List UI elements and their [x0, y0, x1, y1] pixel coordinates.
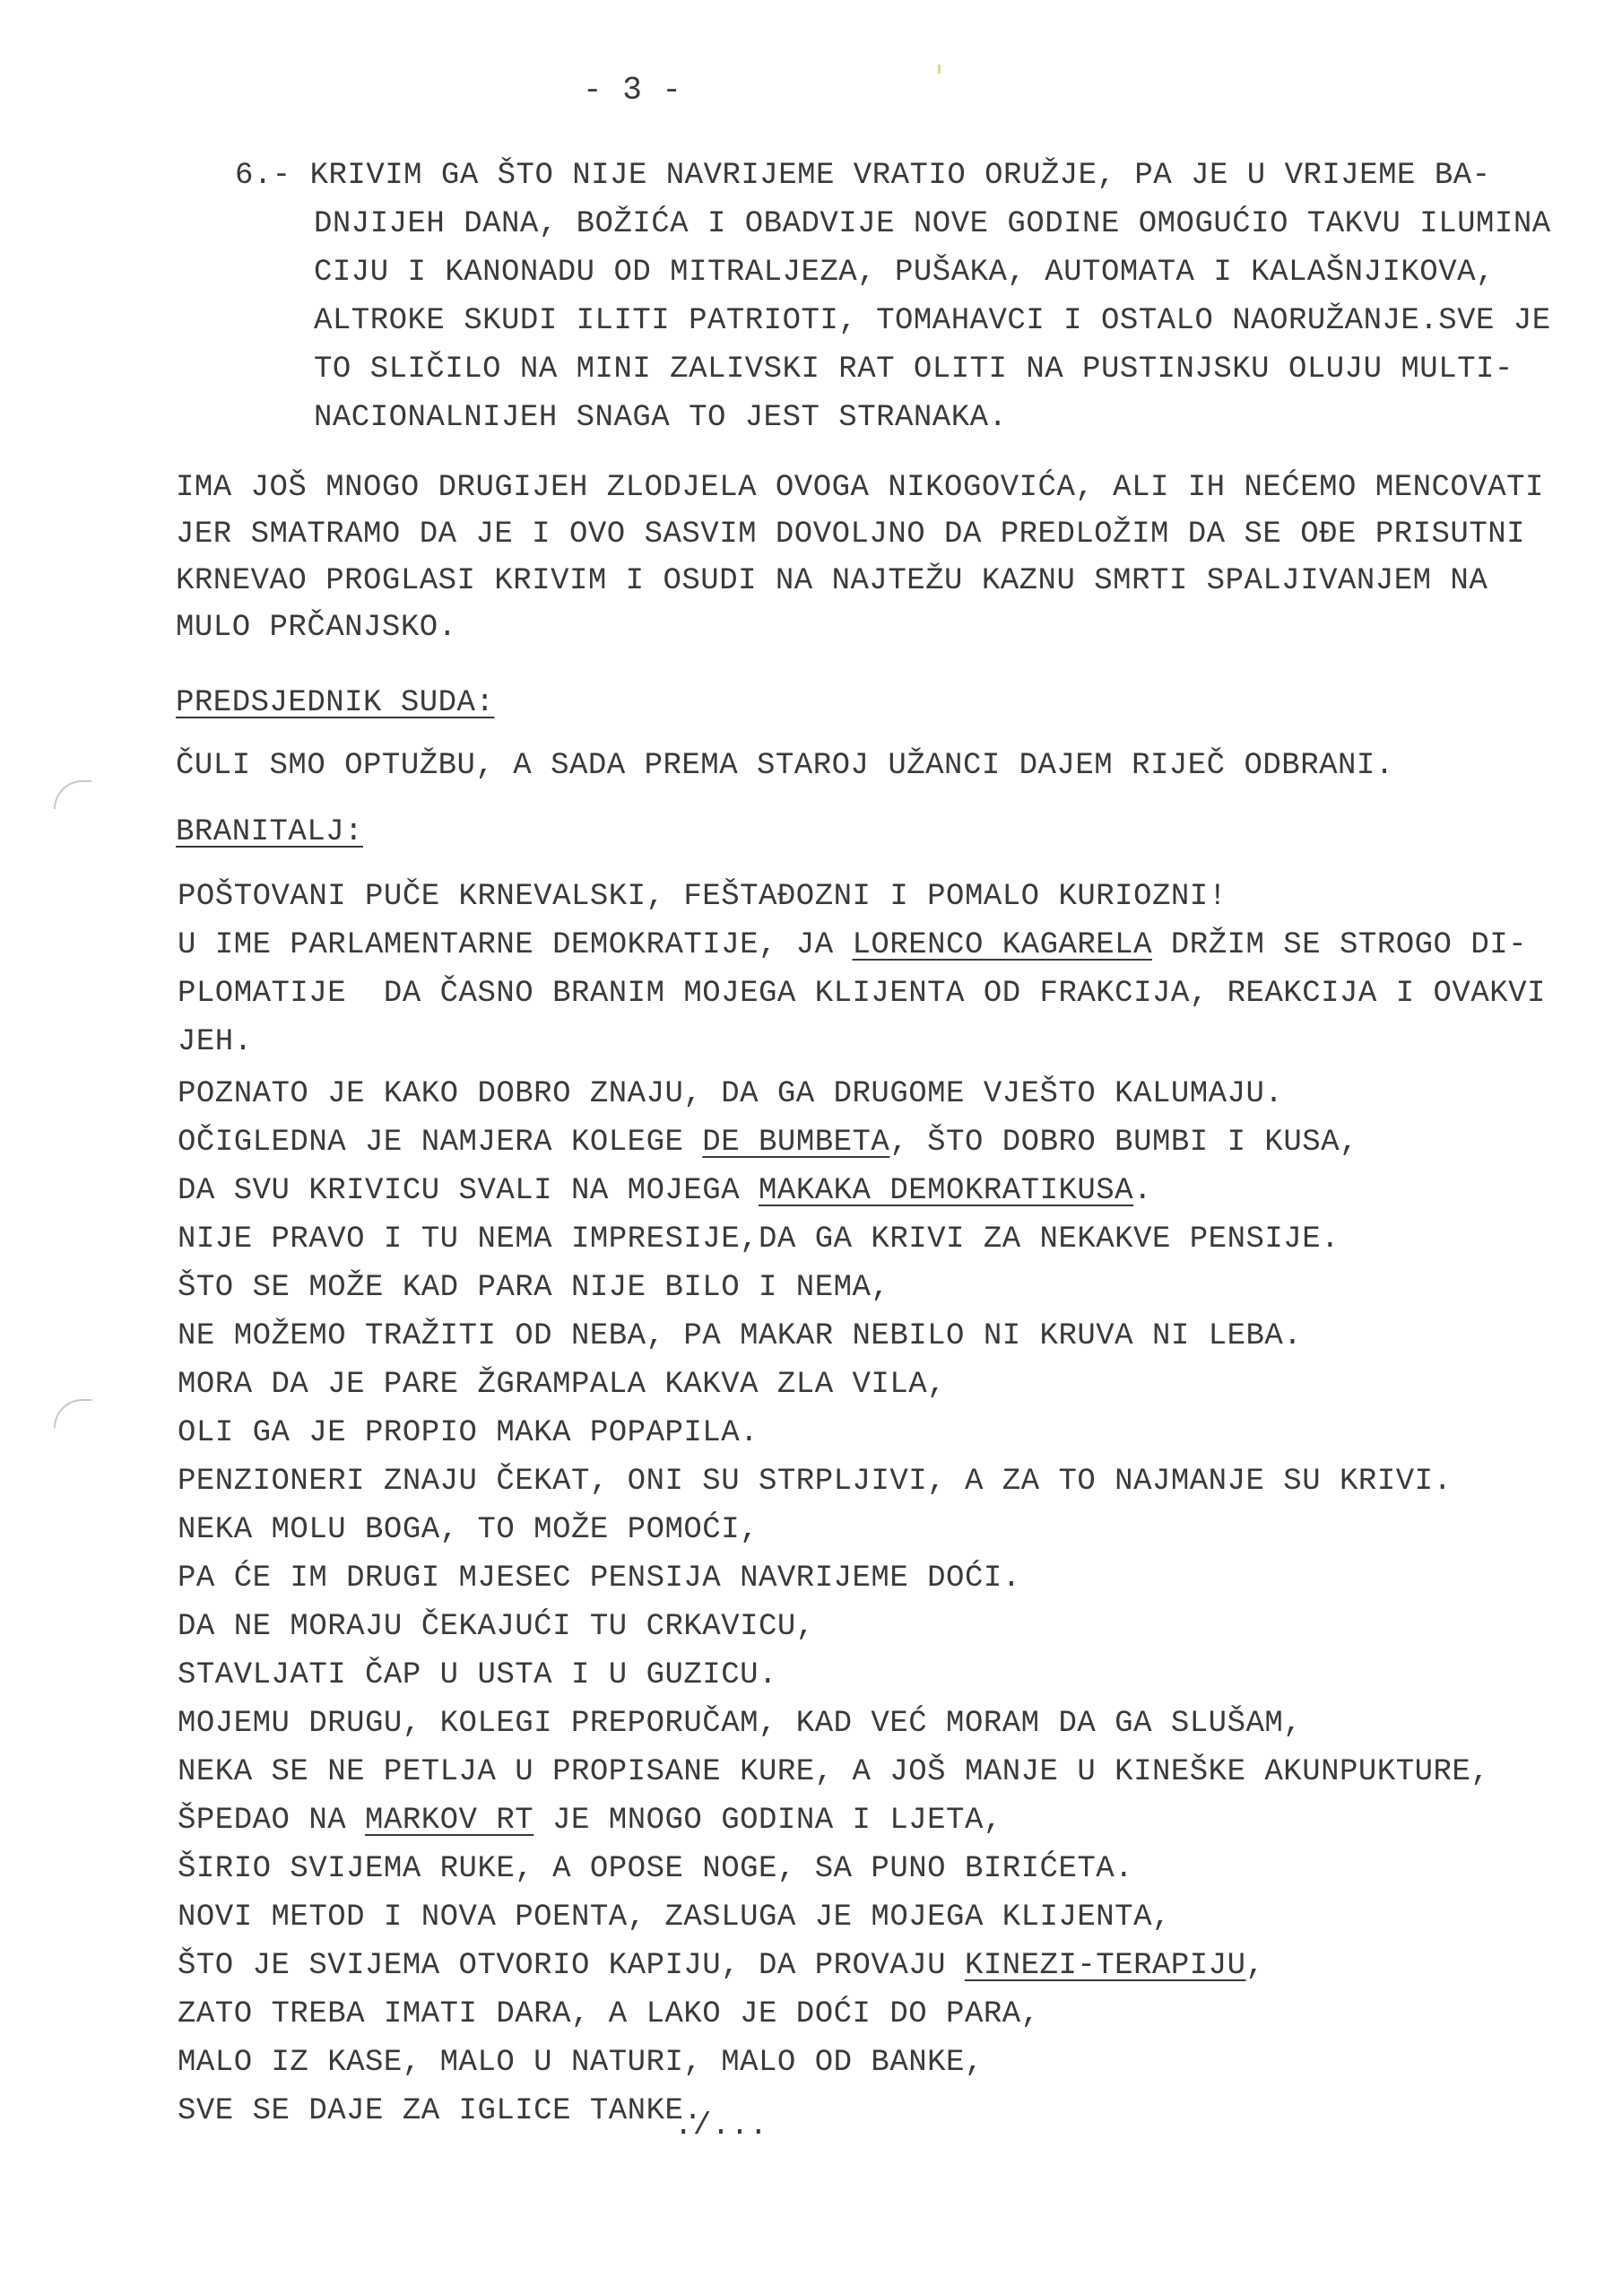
name-de-bumbeta: DE BUMBETA — [702, 1126, 890, 1160]
speech-line: NOVI METOD I NOVA POENTA, ZASLUGA JE MOJEGA KLIJENTA, — [178, 1900, 1171, 1935]
item6-line: TO SLIČILO NA MINI ZALIVSKI RAT OLITI NA PUSTINJSKU OLUJU MULTI- — [314, 352, 1514, 387]
speech-line: ŠIRIO SVIJEMA RUKE, A OPOSE NOGE, SA PUNO BIRIĆETA. — [178, 1852, 1134, 1886]
speech-line: POZNATO JE KAKO DOBRO ZNAJU, DA GA DRUGOME VJEŠTO KALUMAJU. — [178, 1077, 1284, 1111]
speech-line: NIJE PRAVO I TU NEMA IMPRESIJE,DA GA KRIVI ZA NEKAKVE PENSIJE. — [178, 1222, 1340, 1257]
judge-text: ČULI SMO OPTUŽBU, A SADA PREMA STAROJ UŽANCI DAJEM RIJEČ ODBRANI. — [176, 749, 1394, 783]
speech-line: OLI GA JE PROPIO MAKA POPAPILA. — [178, 1416, 759, 1450]
page-number: - 3 - — [583, 72, 682, 109]
speech-text: U IME PARLAMENTARNE DEMOKRATIJE, JA — [178, 928, 853, 962]
speech-text: ŠPEDAO NA — [178, 1804, 366, 1838]
defender-heading: BRANITALJ: — [176, 815, 364, 849]
speech-text: ŠTO JE SVIJEMA OTVORIO KAPIJU, DA PROVAJU — [178, 1949, 965, 1983]
item6-line: DNJIJEH DANA, BOŽIĆA I OBADVIJE NOVE GODINE OMOGUĆIO TAKVU ILUMINA — [314, 207, 1551, 241]
speech-line: JEH. — [178, 1025, 253, 1059]
speech-line: MOJEMU DRUGU, KOLEGI PREPORUČAM, KAD VEĆ MORAM DA GA SLUŠAM, — [178, 1707, 1303, 1741]
speech-line: PLOMATIJE DA ČASNO BRANIM MOJEGA KLIJENTA OD FRAKCIJA, REAKCIJA I OVAKVI — [178, 977, 1546, 1011]
speech-line: STAVLJATI ČAP U USTA I U GUZICU. — [178, 1658, 777, 1692]
speech-text: , ŠTO DOBRO BUMBI I KUSA, — [889, 1126, 1358, 1160]
name-makaka-demokratikusa: MAKAKA DEMOKRATIKUSA — [759, 1174, 1134, 1208]
item6-line: 6.- KRIVIM GA ŠTO NIJE NAVRIJEME VRATIO ORUŽJE, PA JE U VRIJEME BA- — [235, 159, 1491, 193]
speech-line: POŠTOVANI PUČE KRNEVALSKI, FEŠTAĐOZNI I POMALO KURIOZNI! — [178, 880, 1227, 914]
speech-text: DRŽIM SE STROGO DI- — [1151, 928, 1528, 962]
speech-line — [178, 1948, 1264, 1984]
term-kinezi-terapiju: KINEZI-TERAPIJU — [964, 1949, 1246, 1983]
speech-line: MORA DA JE PARE ŽGRAMPALA KAKVA ZLA VILA, — [178, 1368, 947, 1402]
speech-text: JE MNOGO GODINA I LJETA, — [533, 1804, 1002, 1838]
judge-heading: PREDSJEDNIK SUDA: — [176, 686, 495, 720]
name-lorenco-kagarela: LORENCO KAGARELA — [852, 928, 1152, 962]
speech-text: OČIGLEDNA JE NAMJERA KOLEGE — [178, 1126, 703, 1160]
speech-line: SVE SE DAJE ZA IGLICE TANKE. — [178, 2094, 703, 2128]
closing-line: MULO PRČANJSKO. — [176, 611, 457, 645]
speech-line: MALO IZ KASE, MALO U NATURI, MALO OD BANKE, — [178, 2046, 984, 2080]
closing-line: JER SMATRAMO DA JE I OVO SASVIM DOVOLJNO DA PREDLOŽIM DA SE OĐE PRISUTNI — [176, 517, 1526, 552]
speech-text: , — [1245, 1949, 1265, 1983]
closing-line: IMA JOŠ MNOGO DRUGIJEH ZLODJELA OVOGA NIKOGOVIĆA, ALI IH NEĆEMO MENCOVATI — [176, 471, 1544, 505]
speech-line: NE MOŽEMO TRAŽITI OD NEBA, PA MAKAR NEBILO NI KRUVA NI LEBA. — [178, 1319, 1303, 1353]
item6-line: CIJU I KANONADU OD MITRALJEZA, PUŠAKA, AUTOMATA I KALAŠNJIKOVA, — [314, 256, 1495, 290]
speech-line — [178, 927, 1527, 963]
speech-line: ZATO TREBA IMATI DARA, A LAKO JE DOĆI DO PARA, — [178, 1997, 1040, 2031]
punch-hole-mark — [54, 780, 91, 809]
closing-line: KRNEVAO PROGLASI KRIVIM I OSUDI NA NAJTEŽU KAZNU SMRTI SPALJIVANJEM NA — [176, 564, 1488, 598]
speech-text: DA SVU KRIVICU SVALI NA MOJEGA — [178, 1174, 759, 1208]
continuation-mark: ./... — [674, 2109, 768, 2144]
speech-line: NEKA SE NE PETLJA U PROPISANE KURE, A JOŠ MANJE U KINEŠKE AKUNPUKTURE, — [178, 1755, 1490, 1789]
speech-line: ŠTO SE MOŽE KAD PARA NIJE BILO I NEMA, — [178, 1271, 890, 1305]
speech-line: DA NE MORAJU ČEKAJUĆI TU CRKAVICU, — [178, 1610, 815, 1644]
speech-text: . — [1133, 1174, 1152, 1208]
speech-line — [178, 1125, 1358, 1161]
paper-fleck — [938, 65, 941, 74]
place-markov-rt: MARKOV RT — [365, 1804, 534, 1838]
item6-line: ALTROKE SKUDI ILITI PATRIOTI, TOMAHAVCI I OSTALO NAORUŽANJE.SVE JE — [314, 304, 1551, 338]
speech-line: NEKA MOLU BOGA, TO MOŽE POMOĆI, — [178, 1513, 759, 1547]
punch-hole-mark — [54, 1399, 91, 1428]
item6-line: NACIONALNIJEH SNAGA TO JEST STRANAKA. — [314, 401, 1008, 435]
speech-line — [178, 1173, 1152, 1209]
speech-line: PENZIONERI ZNAJU ČEKAT, ONI SU STRPLJIVI, A ZA TO NAJMANJE SU KRIVI. — [178, 1465, 1453, 1499]
speech-line — [178, 1803, 1002, 1839]
speech-line: PA ĆE IM DRUGI MJESEC PENSIJA NAVRIJEME DOĆI. — [178, 1561, 1021, 1596]
